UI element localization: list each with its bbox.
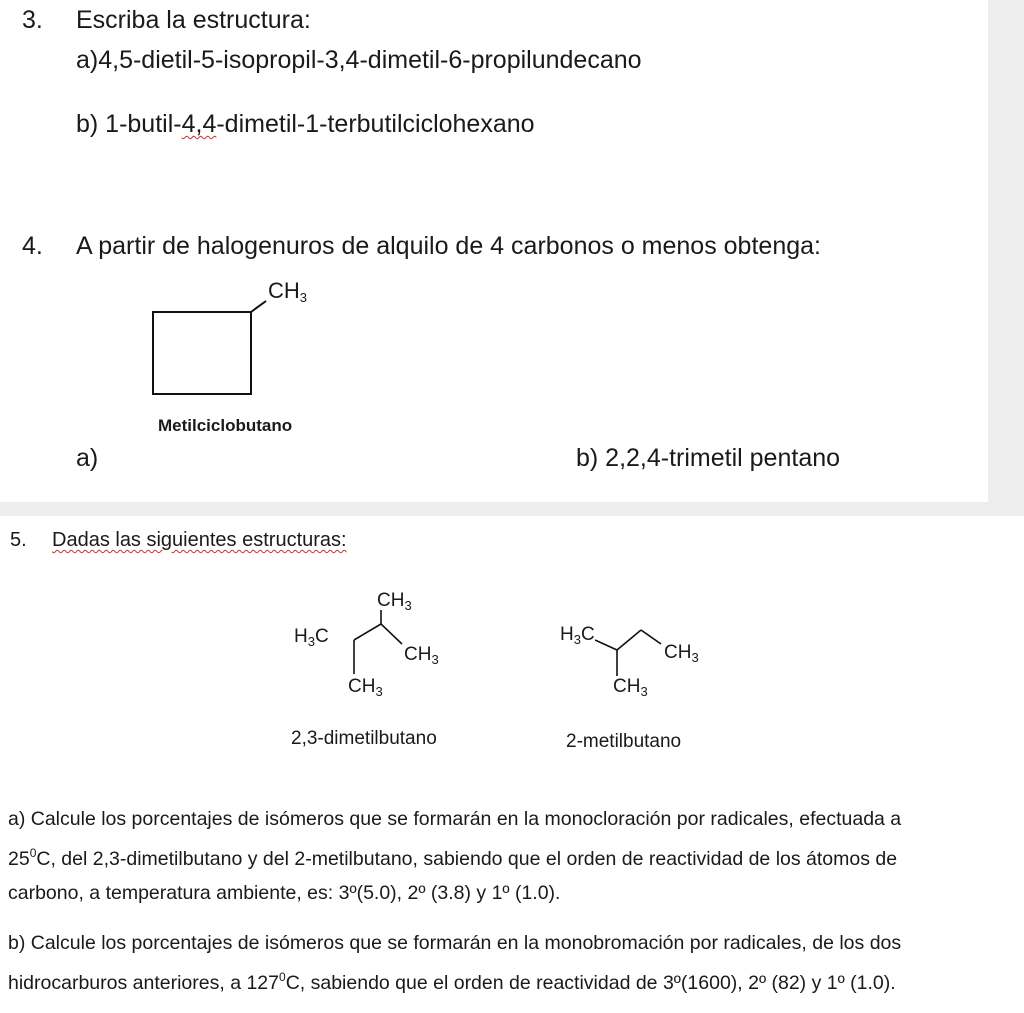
ch3-label: $CH_3$ bbox=[268, 278, 308, 305]
q5-part-a-line3: carbono, a temperatura ambiente, es: 3º(5.0), 2º (3.8) y 1º (1.0). bbox=[8, 882, 561, 904]
methylcyclobutane-caption: Metilciclobutano bbox=[158, 416, 293, 435]
struct1-top-ch3: $CH_3$ bbox=[377, 590, 412, 613]
q5-part-a-line1: a) Calcule los porcentajes de isómeros que se formarán en la monocloración por radicales, efectuada a bbox=[8, 808, 902, 830]
q4-number: 4. bbox=[22, 232, 43, 260]
q5-part-b-line2: hidrocarburos anteriores, a $127^0C$, sabiendo que el orden de reactividad de 3º(1600), 2º (82) y 1º (1.0). bbox=[8, 970, 896, 994]
struct1-caption: 2,3-dimetilbutano bbox=[291, 728, 437, 749]
struct2-bottom-ch3: $CH_3$ bbox=[613, 676, 648, 699]
dimethylbutane-bonds bbox=[330, 610, 410, 680]
q4-part-b: b) 2,2,4-trimetil pentano bbox=[576, 444, 841, 472]
q3-title: Escriba la estructura: bbox=[76, 6, 311, 34]
struct1-right-ch3: $CH_3$ bbox=[404, 644, 439, 667]
methylcyclobutane-structure bbox=[150, 300, 280, 400]
q5-part-a bbox=[8, 802, 901, 910]
q5-part-a-line2: $25^0C$, del 2,3-dimetilbutano y del 2-metilbutano, sabiendo que el orden de reactividad de los átomos de bbox=[8, 846, 898, 870]
struct1-h3c: $H_3C$ bbox=[294, 626, 329, 649]
q3-part-a: a)4,5-dietil-5-isopropil-3,4-dimetil-6-propilundecano bbox=[76, 46, 642, 74]
q4-part-a: a) bbox=[76, 444, 99, 472]
methylbutane-bonds bbox=[595, 620, 675, 680]
q5-title: Dadas las siguientes estructuras: bbox=[52, 529, 347, 551]
struct1-bottom-ch3: $CH_3$ bbox=[348, 676, 383, 699]
q5-part-b-line1: b) Calcule los porcentajes de isómeros que se formarán en la monobromación por radicales, de los dos bbox=[8, 932, 902, 954]
q5-part-b bbox=[8, 926, 901, 1000]
q3-number: 3. bbox=[22, 6, 43, 34]
q3-part-b: b) 1-butil-4,4-dimetil-1-terbutilciclohexano bbox=[76, 110, 535, 138]
q5-number: 5. bbox=[10, 529, 27, 551]
struct2-h3c: $H_3C$ bbox=[560, 624, 595, 647]
struct2-caption: 2-metilbutano bbox=[566, 731, 682, 752]
q4-title: A partir de halogenuros de alquilo de 4 carbonos o menos obtenga: bbox=[76, 232, 821, 260]
struct2-right-ch3: $CH_3$ bbox=[664, 642, 699, 665]
